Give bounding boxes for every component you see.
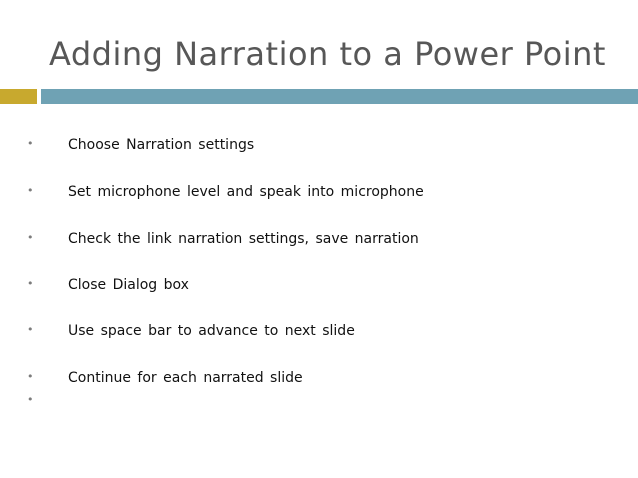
title-accent-gold-bar <box>0 89 37 104</box>
bullet-dot-icon: • <box>27 231 34 244</box>
bullet-dot-icon: • <box>27 393 34 406</box>
bullet-dot-icon: • <box>27 184 34 197</box>
bullet-text: Use space bar to advance to next slide <box>68 323 355 339</box>
bullet-text: Close Dialog box <box>68 277 189 293</box>
bullet-text: Set microphone level and speak into microphone <box>68 184 424 200</box>
bullet-text: Choose Narration settings <box>68 137 255 153</box>
bullet-dot-icon: • <box>27 277 34 290</box>
bullet-dot-icon: • <box>27 137 34 150</box>
slide-title: Adding Narration to a Power Point <box>49 35 606 73</box>
bullet-text: Continue for each narrated slide <box>68 370 303 386</box>
bullet-dot-icon: • <box>27 370 34 383</box>
title-accent-teal-bar <box>41 89 638 104</box>
bullet-dot-icon: • <box>27 323 34 336</box>
bullet-text: Check the link narration settings, save narration <box>68 231 419 247</box>
